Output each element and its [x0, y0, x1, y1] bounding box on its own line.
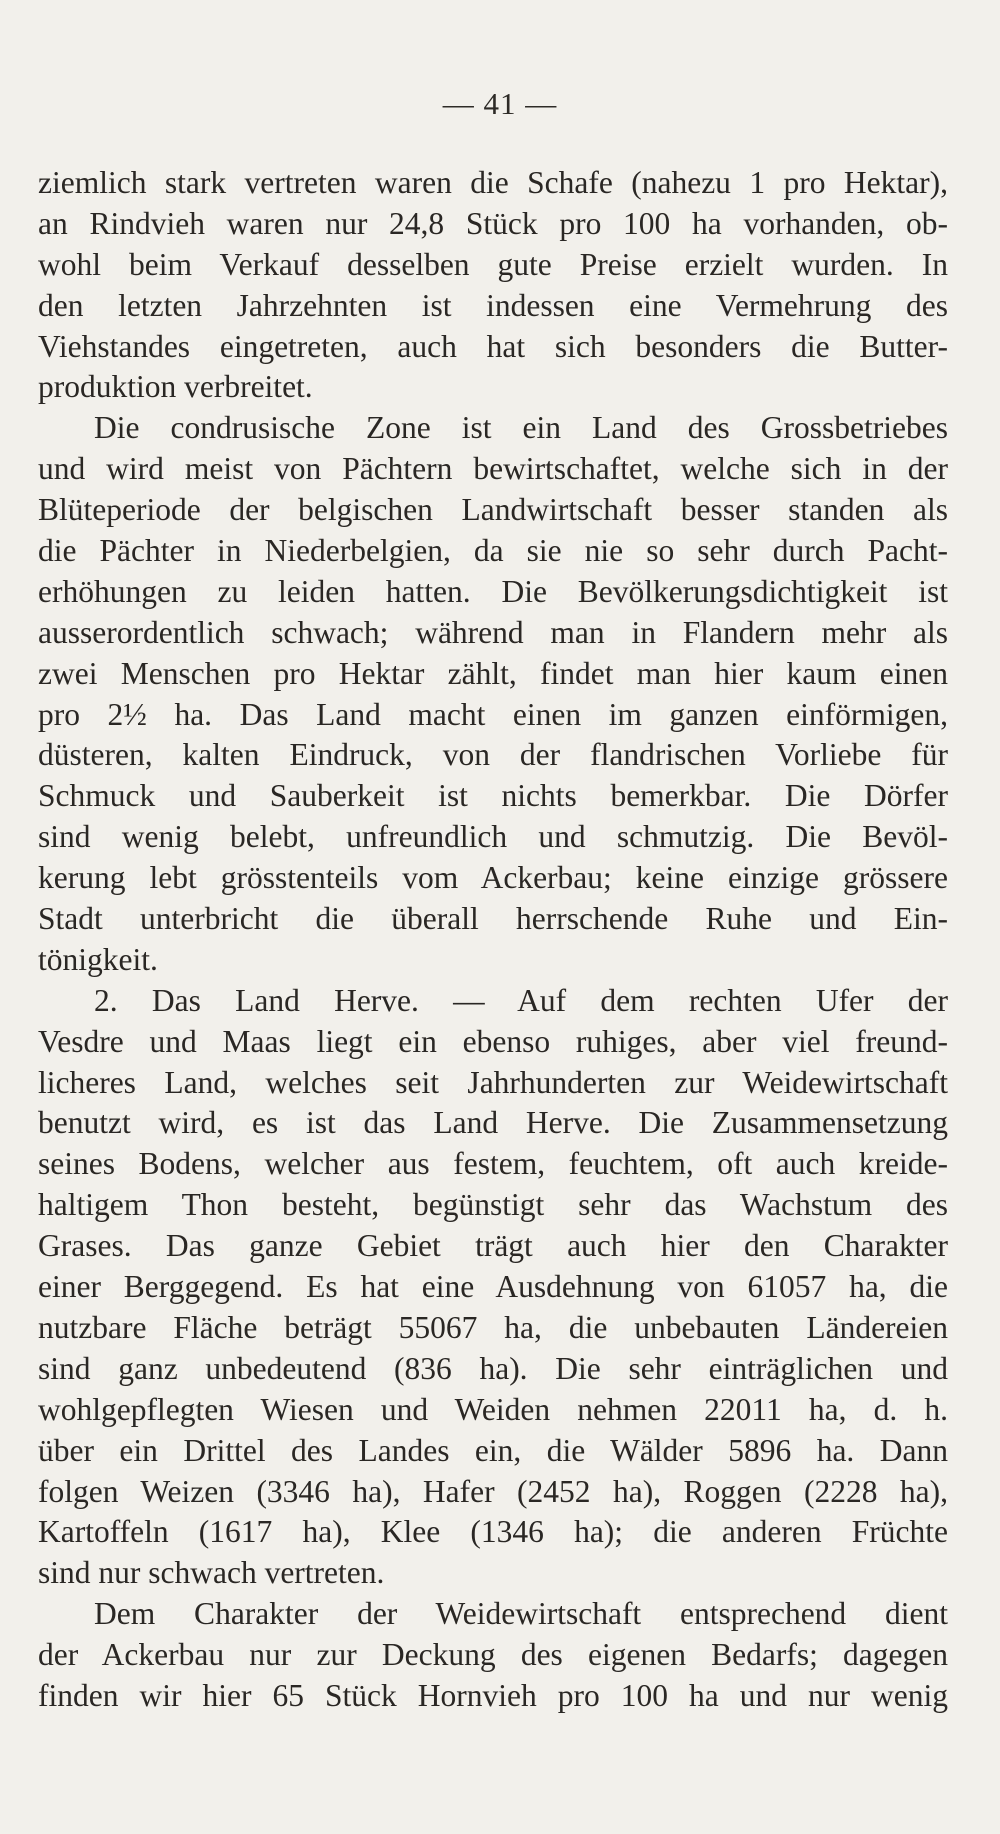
text-line: sind wenig belebt, unfreundlich und schmutzig. Die Bevöl- — [38, 819, 948, 855]
text-line: finden wir hier 65 Stück Hornvieh pro 100 ha und nur wenig — [38, 1677, 948, 1713]
text-line: Blüteperiode der belgischen Landwirtschaft besser standen als — [38, 492, 948, 528]
text-line: wohlgepflegten Wiesen und Weiden nehmen 22011 ha, d. h. — [38, 1391, 948, 1427]
text-line: Schmuck und Sauberkeit ist nichts bemerkbar. Die Dörfer — [38, 778, 948, 814]
text-line: Die condrusische Zone ist ein Land des Grossbetriebes — [94, 410, 948, 446]
text-line: ausserordentlich schwach; während man in Flandern mehr als — [38, 614, 948, 650]
text-line: einer Berggegend. Es hat eine Ausdehnung von 61057 ha, die — [38, 1269, 948, 1305]
text-line: an Rindvieh waren nur 24,8 Stück pro 100 ha vorhanden, ob- — [38, 205, 948, 241]
text-line: benutzt wird, es ist das Land Herve. Die Zusammensetzung — [38, 1105, 948, 1141]
text-line: und wird meist von Pächtern bewirtschaftet, welche sich in der — [38, 451, 948, 487]
body-text — [38, 163, 948, 1717]
text-line: zwei Menschen pro Hektar zählt, findet man hier kaum einen — [38, 655, 948, 691]
text-line: tönigkeit. — [38, 941, 158, 977]
text-line: Viehstandes eingetreten, auch hat sich besonders die Butter- — [38, 328, 948, 364]
text-line: 2. Das Land Herve. — Auf dem rechten Ufer der — [94, 982, 948, 1018]
text-line: sind nur schwach vertreten. — [38, 1555, 385, 1591]
text-line: über ein Drittel des Landes ein, die Wälder 5896 ha. Dann — [38, 1432, 948, 1468]
text-line: den letzten Jahrzehnten ist indessen eine Vermehrung des — [38, 287, 948, 323]
text-line: sind ganz unbedeutend (836 ha). Die sehr einträglichen und — [38, 1350, 948, 1386]
text-line: produktion verbreitet. — [38, 369, 313, 405]
text-line: erhöhungen zu leiden hatten. Die Bevölkerungsdichtigkeit ist — [38, 573, 948, 609]
text-line: der Ackerbau nur zur Deckung des eigenen Bedarfs; dagegen — [38, 1637, 948, 1673]
text-line: Stadt unterbricht die überall herrschende Ruhe und Ein- — [38, 901, 948, 937]
text-line: Kartoffeln (1617 ha), Klee (1346 ha); die anderen Früchte — [38, 1514, 948, 1550]
text-line: seines Bodens, welcher aus festem, feuchtem, oft auch kreide- — [38, 1146, 948, 1182]
text-line: wohl beim Verkauf desselben gute Preise erzielt wurden. In — [38, 246, 948, 282]
text-line: ziemlich stark vertreten waren die Schafe (nahezu 1 pro Hektar), — [38, 165, 948, 200]
text-line: düsteren, kalten Eindruck, von der flandrischen Vorliebe für — [38, 737, 948, 773]
text-line: pro 2½ ha. Das Land macht einen im ganzen einförmigen, — [38, 696, 948, 732]
text-line: kerung lebt grösstenteils vom Ackerbau; keine einzige grössere — [38, 860, 948, 896]
text-line: licheres Land, welches seit Jahrhunderten zur Weidewirtschaft — [38, 1064, 948, 1100]
text-line: nutzbare Fläche beträgt 55067 ha, die unbebauten Ländereien — [38, 1309, 948, 1345]
text-line: Grases. Das ganze Gebiet trägt auch hier den Charakter — [38, 1228, 948, 1264]
text-line: haltigem Thon besteht, begünstigt sehr das Wachstum des — [38, 1187, 948, 1223]
page-number: — 41 — — [442, 86, 558, 121]
text-line: folgen Weizen (3346 ha), Hafer (2452 ha), Roggen (2228 ha), — [38, 1473, 948, 1509]
text-line: die Pächter in Niederbelgien, da sie nie so sehr durch Pacht- — [38, 533, 948, 569]
text-line: Vesdre und Maas liegt ein ebenso ruhiges, aber viel freund- — [38, 1023, 948, 1059]
text-line: Dem Charakter der Weidewirtschaft entsprechend dient — [94, 1596, 948, 1632]
